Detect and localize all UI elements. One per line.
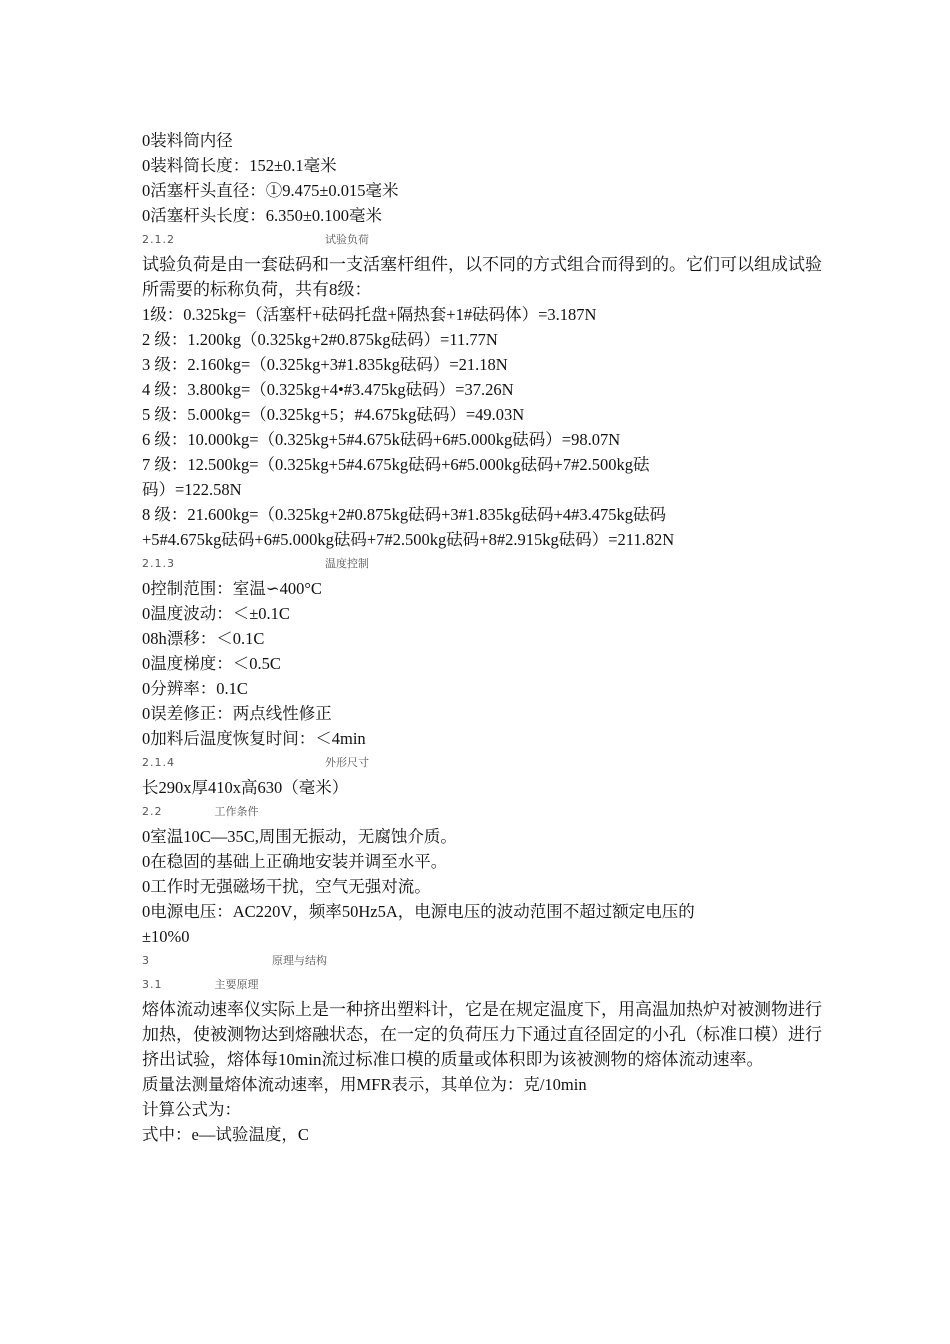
section-heading: [142, 751, 822, 775]
section-number: 3.1: [142, 978, 163, 991]
section-number: 2.2: [142, 805, 163, 818]
section-heading: [142, 800, 822, 824]
text-line: ±10%0: [142, 927, 190, 946]
text-line: 计算公式为：: [142, 1100, 241, 1119]
text-line: 0工作时无强磁场干扰，空气无强对流。: [142, 877, 431, 896]
text-line: 3 级：2.160kg=（0.325kg+3#1.835kg砝码）=21.18N: [142, 355, 508, 374]
document-body: [142, 128, 822, 1147]
text-line: 0活塞杆头长度：6.350±0.100毫米: [142, 206, 383, 225]
section-title: 主要原理: [214, 978, 259, 991]
text-line: 8 级：21.600kg=（0.325kg+2#0.875kg砝码+3#1.835kg砝码+4#3.475kg砝码: [142, 505, 666, 524]
text-line: 质量法测量熔体流动速率，用MFR表示，其单位为：克/10min: [142, 1075, 587, 1094]
section-heading: [142, 949, 822, 973]
text-line: 0误差修正：两点线性修正: [142, 704, 332, 723]
text-line: 0温度梯度：＜0.5C: [142, 654, 281, 673]
text-line: 0装料筒内径: [142, 131, 233, 150]
section-title: 原理与结构: [272, 954, 327, 967]
section-title: 温度控制: [325, 557, 369, 570]
section-number: 3: [142, 954, 150, 967]
text-line: 5 级：5.000kg=（0.325kg+5；#4.675kg砝码）=49.03N: [142, 405, 525, 424]
text-line: 0在稳固的基础上正确地安装并调至水平。: [142, 852, 448, 871]
section-number: 2.1.2: [142, 233, 175, 246]
text-line: 0分辨率：0.1C: [142, 679, 248, 698]
text-line: 2 级：1.200kg（0.325kg+2#0.875kg砝码）=11.77N: [142, 330, 498, 349]
section-heading: [142, 552, 822, 576]
text-line: 0温度波动：＜±0.1C: [142, 604, 290, 623]
text-line: 式中：e—试验温度，C: [142, 1125, 309, 1144]
text-line: 长290x厚410x高630（毫米）: [142, 778, 349, 797]
text-line: 0控制范围：室温∽400°C: [142, 579, 322, 598]
paragraph: 试验负荷是由一套砝码和一支活塞杆组件，以不同的方式组合而得到的。它们可以组成试验所需要的标称负荷，共有8级：: [142, 255, 822, 299]
text-line: 码）=122.58N: [142, 480, 242, 499]
section-number: 2.1.3: [142, 557, 175, 570]
text-line: 0装料筒长度：152±0.1毫米: [142, 156, 337, 175]
text-line: 0加料后温度恢复时间：＜4min: [142, 729, 366, 748]
text-line: 4 级：3.800kg=（0.325kg+4•#3.475kg砝码）=37.26N: [142, 380, 514, 399]
text-line: 08h漂移：＜0.1C: [142, 629, 265, 648]
section-title: 工作条件: [214, 805, 259, 818]
text-line: 1级：0.325kg=（活塞杆+砝码托盘+隔热套+1#砝码体）=3.187N: [142, 305, 597, 324]
text-line: 0活塞杆头直径：①9.475±0.015毫米: [142, 181, 399, 200]
section-number: 2.1.4: [142, 756, 175, 769]
paragraph: 熔体流动速率仪实际上是一种挤出塑料计，它是在规定温度下，用高温加热炉对被测物进行加热，使被测物达到熔融状态，在一定的负荷压力下通过直径固定的小孔（标准口模）进行挤出试验，熔体每10min流过标准口模的质量或体积即为该被测物的熔体流动速率。: [142, 1000, 822, 1069]
text-line: 0室温10C—35C,周围无振动，无腐蚀介质。: [142, 827, 457, 846]
text-line: 6 级：10.000kg=（0.325kg+5#4.675k砝码+6#5.000kg砝码）=98.07N: [142, 430, 621, 449]
section-title: 外形尺寸: [325, 756, 369, 769]
text-line: +5#4.675kg砝码+6#5.000kg砝码+7#2.500kg砝码+8#2.915kg砝码）=211.82N: [142, 530, 675, 549]
section-heading: [142, 228, 822, 252]
text-line: 7 级：12.500kg=（0.325kg+5#4.675kg砝码+6#5.000kg砝码+7#2.500kg砝: [142, 455, 650, 474]
text-line: 0电源电压：AC220V，频率50Hz5A，电源电压的波动范围不超过额定电压的: [142, 902, 695, 921]
section-heading: [142, 973, 822, 997]
section-title: 试验负荷: [325, 233, 369, 246]
